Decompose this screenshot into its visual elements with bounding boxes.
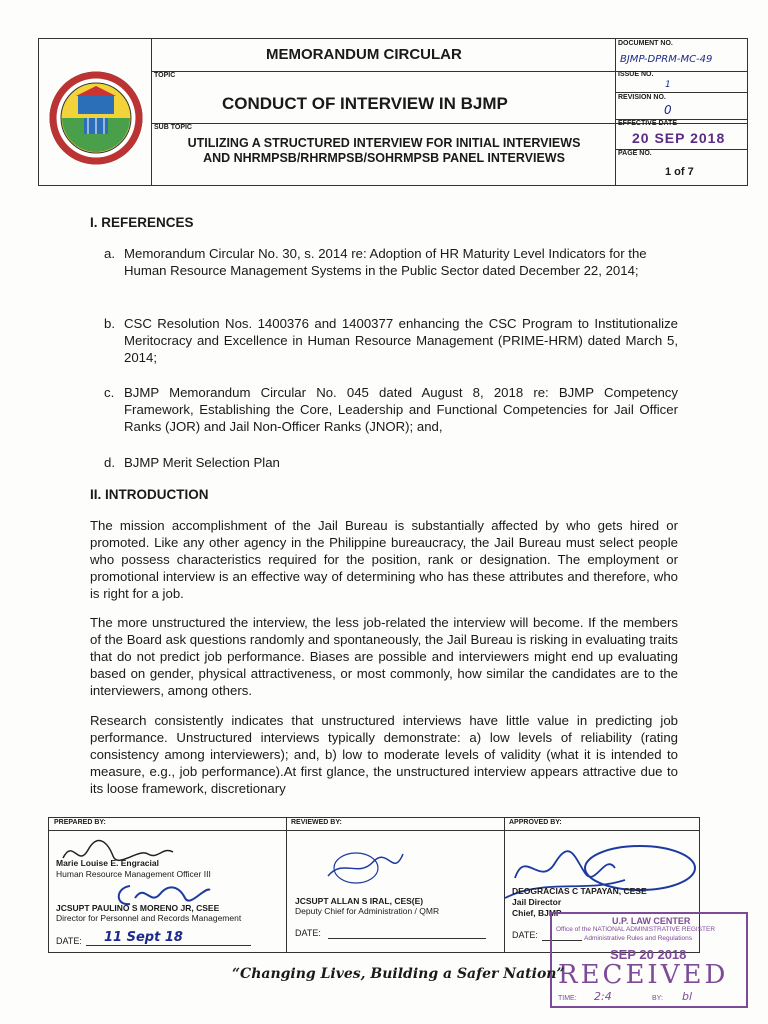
introduction-heading: II. INTRODUCTION <box>90 487 209 502</box>
stamp-line1: U.P. LAW CENTER <box>612 916 691 926</box>
stamp-received: RECEIVED <box>558 960 729 990</box>
reference-item: Memorandum Circular No. 30, s. 2014 re: Adoption of HR Maturity Level Indicators for the Human Resource Management Systems in the Public Sector dated December 22, 2014; <box>124 246 647 278</box>
prepared-date-label: DATE: <box>56 936 82 946</box>
reference-item: CSC Resolution Nos. 1400376 and 1400377 enhancing the CSC Program to Institutionalize Meritocracy and Excellence in Human Resource Management (PRIME-HRM) dated March 5, 2014; <box>124 316 678 365</box>
prepared-signer2-position: Director for Personnel and Records Management <box>56 913 242 923</box>
stamp-time-label: TIME: <box>558 995 577 1002</box>
issue-no-label: ISSUE NO. <box>618 71 654 78</box>
prepared-signer2-name: JCSUPT PAULINO S MORENO JR, CSEE <box>56 903 220 913</box>
approved-signer-position2: Chief, BJMP <box>512 908 562 918</box>
prepared-date-value: 11 Sept 18 <box>104 930 183 945</box>
stamp-date: SEP 20 2018 <box>610 947 687 962</box>
document-no-value: BJMP-DPRM-MC-49 <box>620 54 713 65</box>
topic-label: TOPIC <box>154 72 176 79</box>
signature-3 <box>318 848 408 893</box>
topic-title: CONDUCT OF INTERVIEW IN BJMP <box>222 94 508 113</box>
reviewed-date-label: DATE: <box>295 928 321 938</box>
stamp-line3: Administrative Rules and Regulations <box>584 935 693 942</box>
bjmp-seal-icon <box>48 70 144 166</box>
revision-no-value: 0 <box>664 103 672 117</box>
revision-no-label: REVISION NO. <box>618 94 666 101</box>
intro-paragraph: Research consistently indicates that unstructured interviews have little value in predicting job performance. Unstructured interviews typically demonstrate: a) low levels of reliability (rating consistency among interviewers); and, b) low to moderate levels of validity (what it is intended to measure, e.g., job performance).At first glance, the unstructured interview appears attractive due to its loose framework, discretionary <box>90 713 678 796</box>
prepared-signer1-position: Human Resource Management Officer III <box>56 869 211 879</box>
reference-item: BJMP Memorandum Circular No. 045 dated August 8, 2018 re: BJMP Competency Framework, Establishing the Core, Leadership and Functional Competencies for Jail Officer Ranks (JOR) and Jail Non-Officer Ranks (JNOR); and, <box>124 385 678 434</box>
intro-paragraph: The more unstructured the interview, the less job-related the interview will become. If the members of the Board ask questions randomly and spontaneously, the Jail Bureau is risking in evaluating traits that do not predict job performance. Biases are possible and interviewers might end up evaluating based on gender, physical attractiveness, or most commonly, how similar the candidates are to the interviewers, among others. <box>90 615 678 698</box>
stamp-line2: Office of the NATIONAL ADMINISTRATIVE REGISTER <box>556 926 716 933</box>
references-heading: I. REFERENCES <box>90 215 194 230</box>
intro-paragraph: The mission accomplishment of the Jail Bureau is substantially affected by who gets hired or promoted. Like any other agency in the Philippine bureaucracy, the Jail Bureau must select people who possess characteristics required for the position, rank or designation. The employment or promotional interview is an effective way of determining who has these attributes and therefore, who is right for a job. <box>90 518 678 601</box>
subtopic-title: UTILIZING A STRUCTURED INTERVIEW FOR INITIAL INTERVIEWS AND NHRMPSB/RHRMPSB/SOHRMPSB PANEL INTERVIEWS <box>187 136 581 165</box>
approved-signer-name: DEOGRACIAS C TAPAYAN, CESE <box>512 886 647 896</box>
memo-type-title: MEMORANDUM CIRCULAR <box>266 46 462 63</box>
effective-date-label: EFFECTIVE DATE <box>618 120 677 127</box>
document-no-label: DOCUMENT NO. <box>618 40 673 47</box>
prepared-date-line <box>86 945 251 946</box>
stamp-time-value: 2:4 <box>594 990 612 1003</box>
approved-by-label: APPROVED BY: <box>509 819 562 826</box>
page-no-label: PAGE NO. <box>618 150 652 157</box>
approved-signer-position1: Jail Director <box>512 897 562 907</box>
stamp-by-value: bl <box>682 990 693 1003</box>
page-no-value: 1 of 7 <box>665 166 694 178</box>
reference-item: BJMP Merit Selection Plan <box>124 455 280 470</box>
reviewed-signer-position: Deputy Chief for Administration / QMR <box>295 906 440 916</box>
reference-marker: b. <box>104 316 115 331</box>
prepared-by-label: PREPARED BY: <box>54 819 106 826</box>
approved-date-label: DATE: <box>512 930 538 940</box>
reviewed-date-line <box>328 938 486 939</box>
issue-no-value: 1 <box>665 80 671 90</box>
reference-marker: c. <box>104 385 115 400</box>
received-stamp <box>550 912 748 1008</box>
footer-slogan: “Changing Lives, Building a Safer Nation” <box>232 966 565 982</box>
prepared-signer1-name: Marie Louise E. Engracial <box>56 858 159 868</box>
effective-date-value: 20 SEP 2018 <box>632 130 726 146</box>
subtopic-label: SUB TOPIC <box>154 124 192 131</box>
reviewed-signer-name: JCSUPT ALLAN S IRAL, CES(E) <box>295 896 424 906</box>
reference-marker: d. <box>104 455 115 470</box>
reference-marker: a. <box>104 246 115 261</box>
stamp-by-label: BY: <box>652 995 663 1002</box>
reviewed-by-label: REVIEWED BY: <box>291 819 342 826</box>
